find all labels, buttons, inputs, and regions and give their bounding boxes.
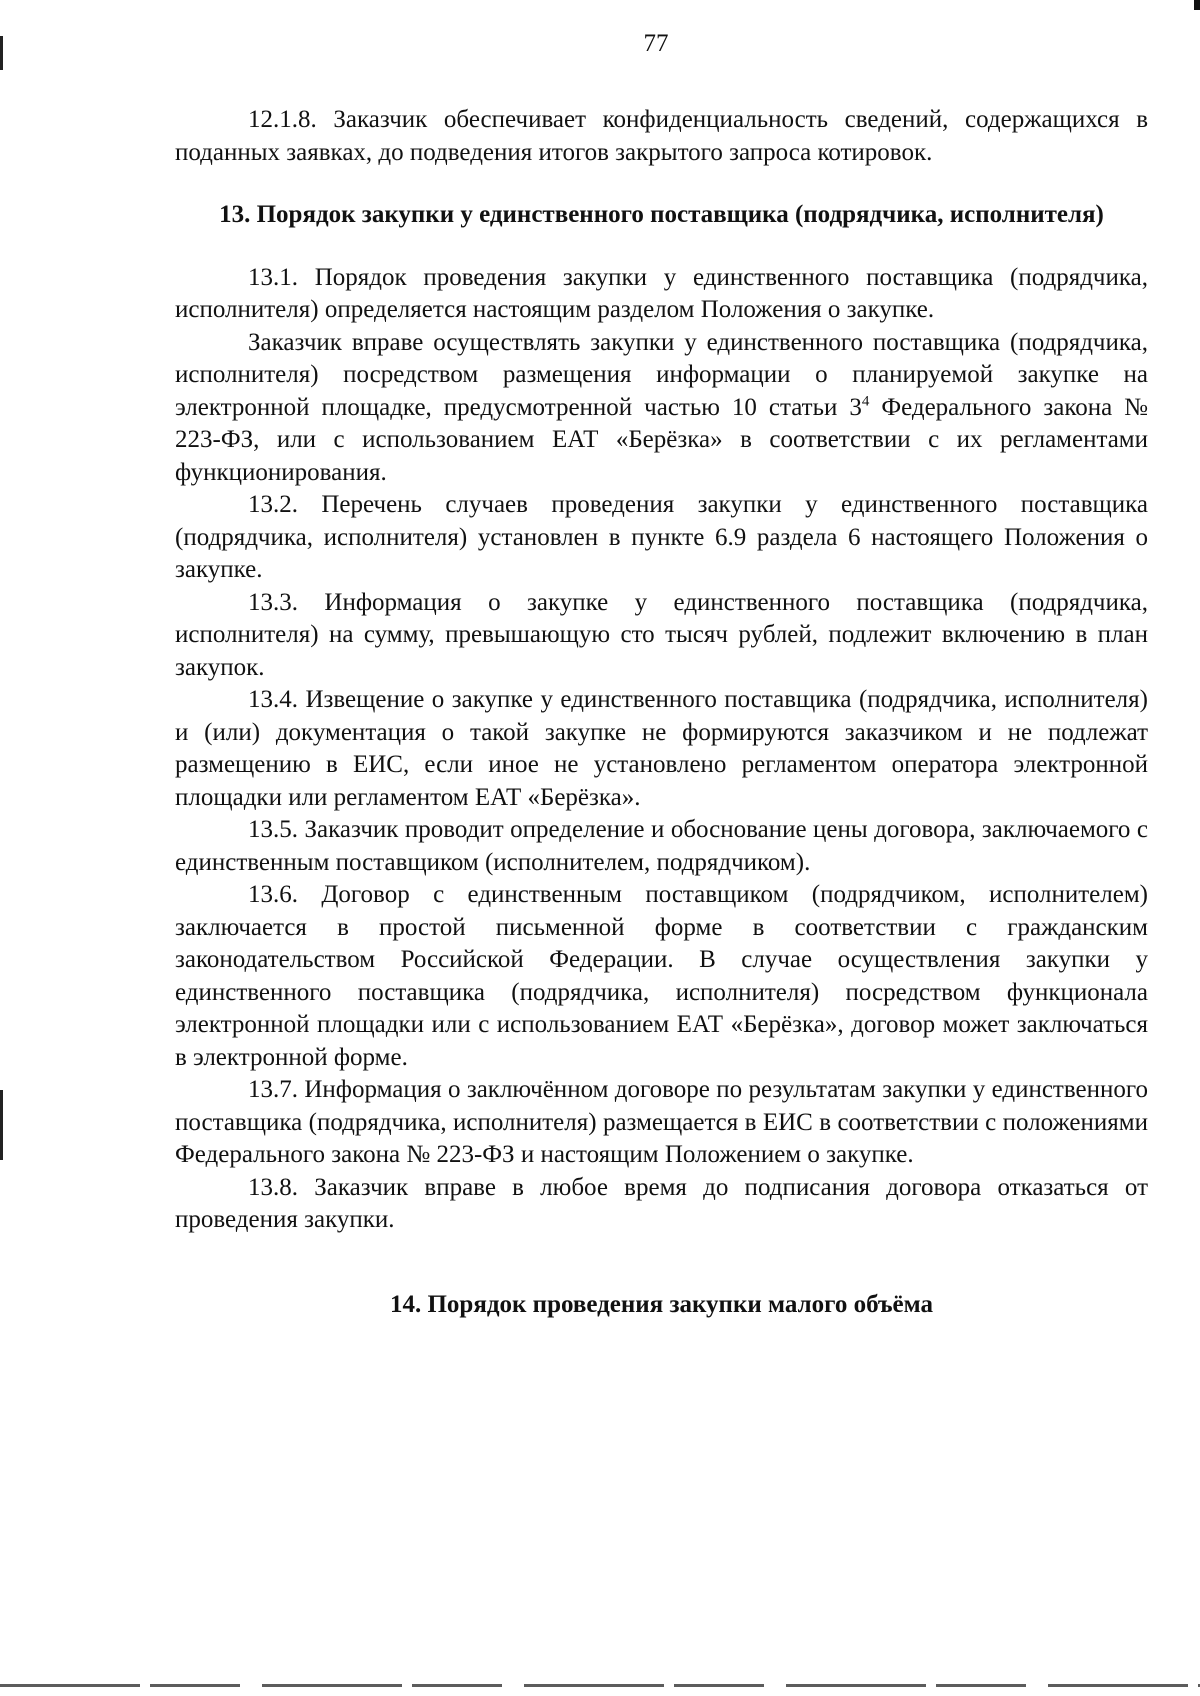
section-heading-13: 13. Порядок закупки у единственного поставщика (подрядчика, исполнителя)	[219, 201, 1104, 228]
paragraph-text: Федерального закона № 223-ФЗ, или с использованием ЕАТ «Берёзка» в соответствии с их регламентами функционирования.	[175, 393, 1148, 486]
paragraph-13-5: 13.5. Заказчик проводит определение и обоснование цены договора, заключаемого с единственным поставщиком (исполнителем, подрядчиком).	[175, 816, 1148, 876]
paragraph-13-8: 13.8. Заказчик вправе в любое время до подписания договора отказаться от проведения закупки.	[175, 1173, 1148, 1233]
scan-edge-mark	[0, 1090, 3, 1160]
section-heading-14: 14. Порядок проведения закупки малого объёма	[389, 1290, 933, 1318]
document-body	[175, 104, 1148, 1321]
paragraph-13-4: 13.4. Извещение о закупке у единственного поставщика (подрядчика, исполнителя) и (или) документация о такой закупке не формируются заказчиком и не подлежат размещению в ЕИС, если иное не установлено регламентом оператора электронной площадки или регламентом ЕАТ «Берёзка».	[175, 686, 1148, 811]
paragraph-13-6: 13.6. Договор с единственным поставщиком (подрядчиком, исполнителем) заключается в простой письменной форме в соответствии с гражданским законодательством Российской Федерации. В случае осуществления закупки у единственного поставщика (подрядчика, исполнителя) посредством функционала электронной площадки или с использованием ЕАТ «Берёзка», договор может заключаться в электронной форме.	[175, 881, 1148, 1071]
paragraph-13-2: 13.2. Перечень случаев проведения закупки у единственного поставщика (подрядчика, исполнителя) установлен в пункте 6.9 раздела 6 настоящего Положения о закупке.	[175, 491, 1148, 583]
page-number: 77	[643, 30, 669, 57]
paragraph-13-1: 13.1. Порядок проведения закупки у единственного поставщика (подрядчика, исполнителя) определяется настоящим разделом Положения о закупке.	[175, 263, 1148, 323]
paragraph-13-7: 13.7. Информация о заключённом договоре по результатам закупки у единственного поставщика (подрядчика, исполнителя) размещается в ЕИС в соответствии с положениями Федерального закона № 223-ФЗ и настоящим Положением о закупке.	[175, 1076, 1148, 1168]
scan-bottom-line	[0, 1684, 1200, 1687]
paragraph-text: Заказчик вправе осуществлять закупки у единственного поставщика (подрядчика, исполнителя) посредством размещения информации о планируемой закупке на электронной площадке, предусмотренной частью 10 статьи 3	[175, 328, 1148, 421]
scan-corner-mark	[1194, 0, 1200, 10]
superscript: 4	[861, 393, 870, 410]
paragraph-12-1-8: 12.1.8. Заказчик обеспечивает конфиденциальность сведений, содержащихся в поданных заявках, до подведения итогов закрытого запроса котировок.	[175, 106, 1148, 166]
paragraph-13-1-continued	[175, 327, 1148, 490]
paragraph-13-3: 13.3. Информация о закупке у единственного поставщика (подрядчика, исполнителя) на сумму, превышающую сто тысяч рублей, подлежит включению в план закупок.	[175, 588, 1148, 681]
